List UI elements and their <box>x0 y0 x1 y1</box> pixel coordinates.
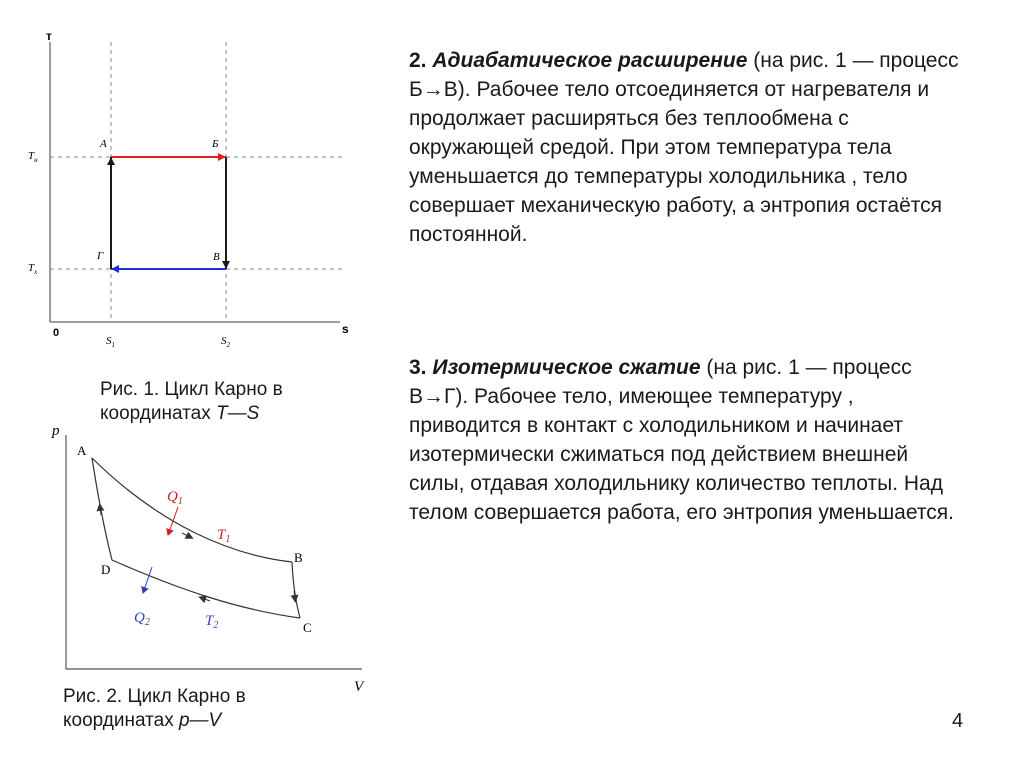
page-number: 4 <box>952 710 964 732</box>
point-c-label: C <box>303 620 312 635</box>
block1-number: 2. <box>409 49 427 72</box>
isothermal-compression-paragraph <box>409 353 969 527</box>
block2-body: (на рис. 1 — процесс В→Г). Рабочее тело, имеющее температуру , приводится в контакт с холодильником и начинает изотермически сжиматься под действием внешней силы, отдавая холодильнику количество теплоты. Над телом совершается работа, его энтропия уменьшается. <box>409 356 954 524</box>
t-hot-label: $T_н$ <box>28 150 38 164</box>
q2-arrow <box>143 567 152 593</box>
s1-label: $S_1$ <box>106 335 115 349</box>
point-a-label: A <box>77 443 87 458</box>
adiabat-bc-curve <box>292 562 300 618</box>
t1-label: $T_1$ <box>217 527 231 545</box>
block2-number: 3. <box>409 356 427 379</box>
t2-label: $T_2$ <box>205 613 219 631</box>
figure2-caption-line1: Рис. 2. Цикл Карно в <box>63 686 246 707</box>
s-axis-label: s <box>342 322 349 336</box>
q2-label: $Q_2$ <box>134 610 150 628</box>
figure1-caption-line1: Рис. 1. Цикл Карно в <box>100 379 283 400</box>
block1-body: (на рис. 1 — процесс Б→В). Рабочее тело отсоединяется от нагревателя и продолжает расширяться без теплообмена с окружающей средой. При этом температура тела уменьшается до температуры холодильника , тело совершает механическую работу, а энтропия остаётся постоянной. <box>409 49 959 246</box>
ts-diagram <box>20 22 370 357</box>
t-axis-label: т <box>46 29 52 43</box>
p-axis-label: p <box>52 423 60 439</box>
point-b-label: B <box>294 550 303 565</box>
block1-title: Адиабатическое расширение <box>432 49 748 72</box>
q1-label: $Q_1$ <box>167 489 183 507</box>
point-a-label: А <box>100 138 107 150</box>
s2-label: $S_2$ <box>221 335 230 349</box>
point-v-label: В <box>213 251 220 263</box>
figure1-caption-line2: координатах T—S <box>100 403 260 424</box>
t-cold-label: $T_х$ <box>28 262 38 276</box>
figure2-caption-line2: координатах p—V <box>63 710 222 731</box>
figure2-caption <box>63 685 246 733</box>
arrow-ab <box>182 533 190 537</box>
origin-label: 0 <box>53 327 60 339</box>
q1-arrow <box>168 507 178 535</box>
adiabatic-expansion-paragraph <box>409 46 969 249</box>
point-b-label: Б <box>212 138 219 150</box>
isotherm-t1-curve <box>92 458 292 562</box>
v-axis-label: V <box>354 679 364 695</box>
pv-diagram <box>40 415 380 705</box>
arrow-cd <box>202 598 210 601</box>
point-g-label: Г <box>97 250 104 262</box>
point-d-label: D <box>101 562 111 577</box>
block2-title: Изотермическое сжатие <box>432 356 701 379</box>
